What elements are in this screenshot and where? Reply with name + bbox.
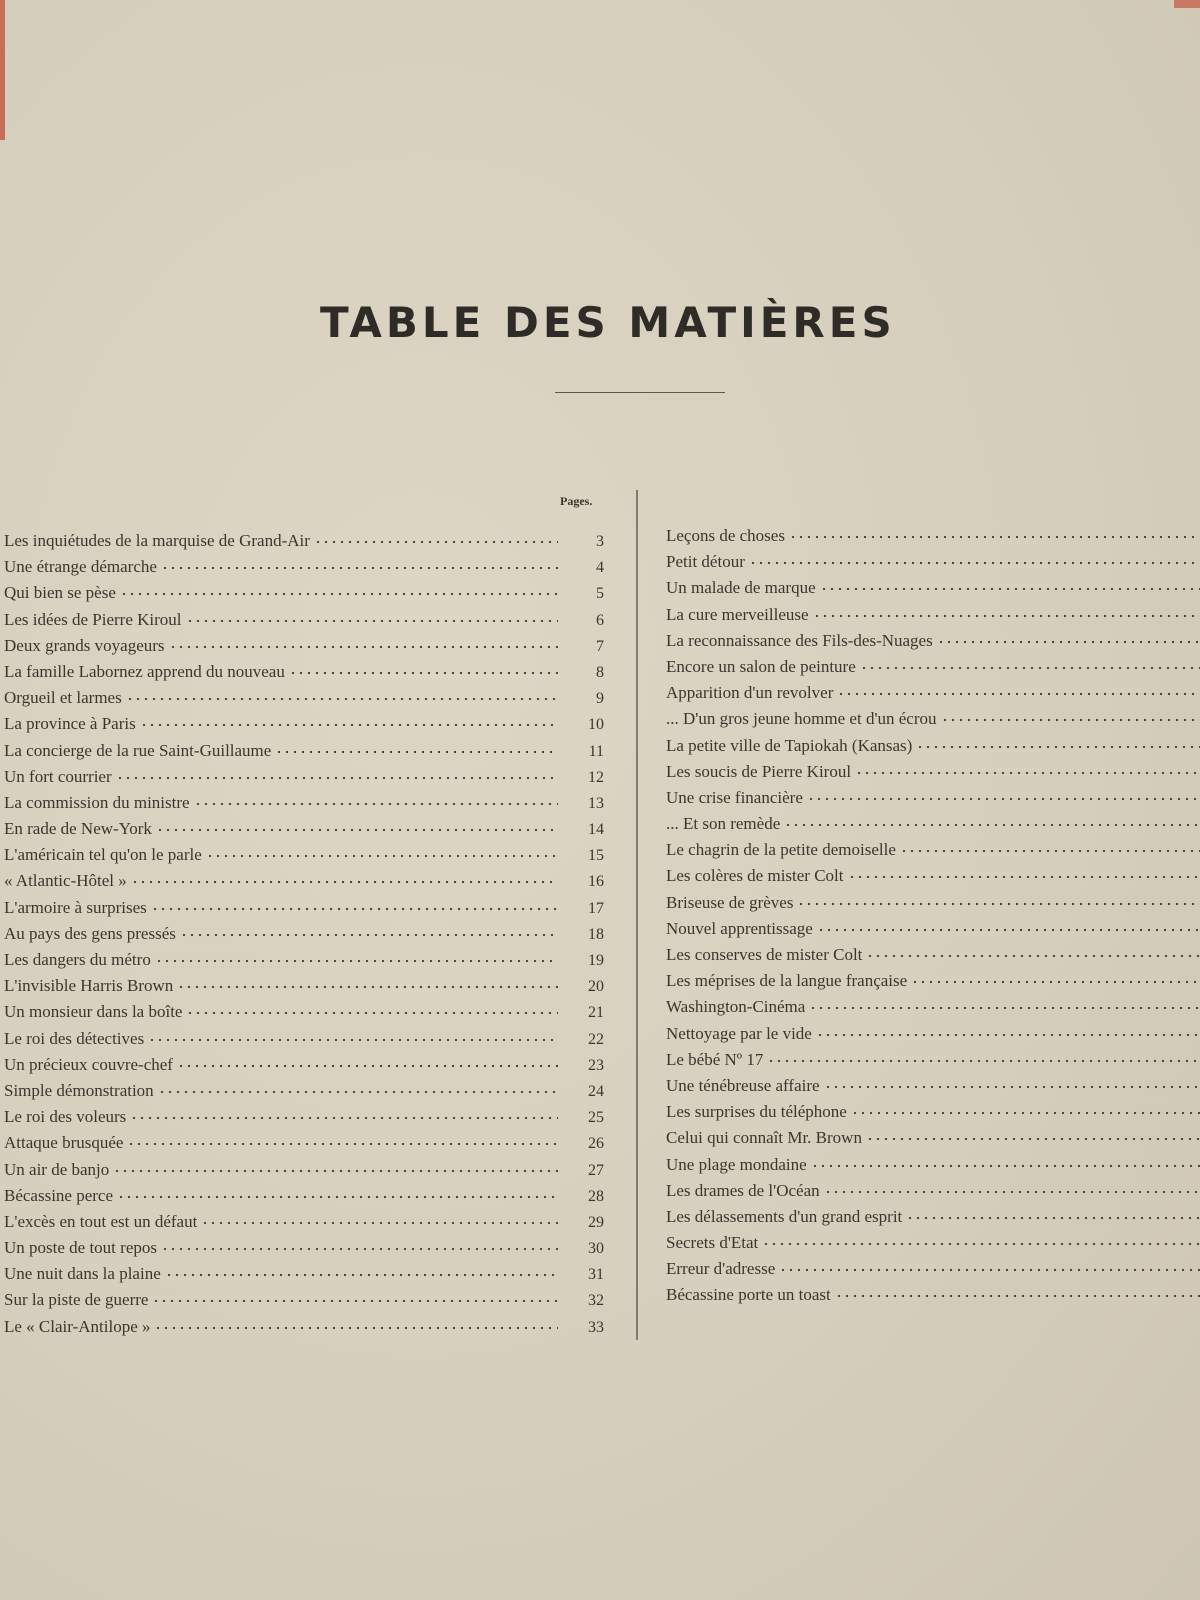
toc-entry — [666, 917, 1200, 943]
toc-entry — [4, 529, 604, 555]
toc-entry-page: 15 — [588, 847, 604, 865]
toc-entry — [4, 1236, 604, 1262]
toc-entry-title: Un monsieur dans la boîte — [4, 1002, 183, 1022]
toc-entry-title: Attaque brusquée — [4, 1133, 124, 1153]
toc-entry-page: 11 — [588, 742, 604, 760]
dot-leader — [151, 896, 558, 913]
toc-entry-title: Au pays des gens pressés — [4, 923, 176, 943]
toc-entry — [666, 1205, 1200, 1231]
toc-entry — [4, 1210, 604, 1236]
dot-leader — [154, 1315, 558, 1332]
dot-leader — [140, 712, 558, 729]
toc-entry-title: Un poste de tout repos — [4, 1238, 157, 1258]
column-divider — [636, 490, 638, 1340]
toc-entry-page: 6 — [596, 611, 604, 629]
toc-entry — [666, 1257, 1200, 1283]
toc-entry-title: Nouvel apprentissage — [666, 918, 813, 938]
toc-entry — [4, 843, 604, 869]
toc-entry-title: Les délassements d'un grand esprit — [666, 1206, 903, 1226]
toc-entry — [4, 1079, 604, 1105]
toc-entry-title: Les dangers du métro — [4, 950, 151, 969]
toc-entry-title: Une plage mondaine — [666, 1154, 807, 1174]
title-underline-rule — [555, 392, 725, 393]
toc-entry-page: 10 — [588, 716, 604, 734]
toc-entry — [4, 634, 604, 660]
toc-entry-title: Les inquiétudes de la marquise de Grand-Air — [4, 531, 310, 550]
dot-leader — [130, 1105, 558, 1122]
dot-leader — [779, 1257, 1200, 1274]
toc-entry-page: 7 — [596, 637, 604, 655]
toc-entry-title: Celui qui connaît Mr. Brown — [666, 1128, 862, 1148]
toc-entry-title: Les surprises du téléphone — [666, 1102, 847, 1122]
dot-leader — [916, 734, 1200, 751]
toc-entry-title: Une ténébreuse affaire — [666, 1075, 820, 1095]
toc-entry — [4, 1184, 604, 1210]
toc-entry-title: En rade de New-York — [4, 819, 152, 839]
toc-entry-title: Un air de banjo — [4, 1159, 110, 1179]
toc-entry-page: 14 — [588, 821, 604, 839]
toc-entry-title: Les idées de Pierre Kiroul — [4, 609, 182, 629]
toc-entry — [4, 1027, 604, 1053]
toc-entry — [666, 524, 1200, 550]
dot-leader — [314, 529, 558, 546]
toc-entry-title: Le chagrin de la petite demoiselle — [666, 840, 896, 860]
toc-entry-title: Bécassine porte un toast — [666, 1285, 831, 1305]
toc-entry-title: Qui bien se pèse — [4, 583, 116, 603]
toc-entry-title: Sur la piste de guerre — [4, 1290, 149, 1310]
toc-entry-title: Les colères de mister Colt — [666, 866, 844, 886]
toc-entry-page: 5 — [596, 585, 604, 603]
toc-entry — [666, 1022, 1200, 1048]
dot-leader — [855, 760, 1200, 777]
toc-entry — [666, 760, 1200, 786]
dot-leader — [824, 1074, 1200, 1091]
toc-entry — [4, 1315, 604, 1341]
dot-leader — [126, 686, 558, 703]
toc-entry — [666, 550, 1200, 576]
page-title: TABLE DES MATIÈRES — [320, 298, 896, 348]
toc-entry-title: Un malade de marque — [666, 578, 816, 598]
toc-entry-page: 9 — [596, 690, 604, 708]
dot-leader — [194, 791, 558, 808]
dot-leader — [155, 948, 558, 965]
toc-entry — [4, 765, 604, 791]
toc-entry-title: Orgueil et larmes — [4, 688, 122, 708]
toc-entry-page: 3 — [596, 533, 604, 550]
toc-entry — [666, 1100, 1200, 1126]
toc-entry-title: Le roi des voleurs — [4, 1107, 127, 1127]
dot-leader — [900, 838, 1200, 855]
dot-leader — [148, 1027, 558, 1044]
dot-leader — [820, 576, 1200, 593]
toc-entry-page: 13 — [588, 794, 604, 812]
toc-entry — [666, 1126, 1200, 1152]
dot-leader — [120, 581, 558, 598]
dot-leader — [816, 1022, 1200, 1039]
toc-entry — [4, 686, 604, 712]
dot-leader — [817, 917, 1200, 934]
dot-leader — [161, 555, 558, 572]
toc-entry-title: La concierge de la rue Saint-Guillaume — [4, 740, 272, 760]
toc-entry-title: Secrets d'Etat — [666, 1233, 759, 1253]
toc-entry-title: Les drames de l'Océan — [666, 1180, 820, 1200]
dot-leader — [289, 660, 558, 677]
toc-entry-title: Le roi des détectives — [4, 1028, 145, 1048]
toc-entry-title: L'armoire à surprises — [4, 897, 147, 917]
dot-leader — [177, 1053, 558, 1070]
toc-entry — [666, 629, 1200, 655]
dot-leader — [835, 1283, 1200, 1300]
toc-entry — [666, 891, 1200, 917]
toc-entry-title: La reconnaissance des Fils-des-Nuages — [666, 630, 933, 650]
dot-leader — [866, 943, 1200, 960]
toc-entry-page: 30 — [588, 1240, 604, 1258]
toc-entry — [666, 1179, 1200, 1205]
dot-leader — [117, 1184, 558, 1201]
toc-entry-title: Bécassine perce — [4, 1185, 114, 1205]
toc-entry — [4, 1158, 604, 1184]
toc-entry — [4, 712, 604, 738]
toc-entry — [666, 969, 1200, 995]
dot-leader — [275, 739, 558, 756]
toc-entry — [4, 922, 604, 948]
toc-entry — [666, 655, 1200, 681]
toc-entry-page: 4 — [596, 559, 604, 577]
toc-entry — [666, 995, 1200, 1021]
toc-entry — [4, 1105, 604, 1131]
toc-entry-title: L'américain tel qu'on le parle — [4, 845, 202, 865]
toc-entry-page: 28 — [588, 1187, 604, 1205]
toc-entry-title: Une nuit dans la plaine — [4, 1264, 161, 1284]
toc-entry-title: L'invisible Harris Brown — [4, 976, 174, 996]
toc-entry — [4, 1288, 604, 1314]
toc-entry-title: Un précieux couvre-chef — [4, 1054, 173, 1074]
dot-leader — [762, 1231, 1200, 1248]
toc-entry — [4, 948, 604, 974]
toc-entry — [666, 1231, 1200, 1257]
toc-entry-title: Une crise financière — [666, 787, 803, 807]
toc-entry-title: La cure merveilleuse — [666, 604, 809, 624]
dot-leader — [113, 1158, 558, 1175]
dot-leader — [837, 681, 1200, 698]
toc-entry-title: Le « Clair-Antilope » — [4, 1316, 151, 1336]
toc-right-column — [666, 524, 1200, 1310]
toc-entry-title: Les conserves de mister Colt — [666, 945, 863, 964]
toc-entry-title: L'excès en tout est un défaut — [4, 1211, 198, 1231]
toc-entry-page: 16 — [588, 873, 604, 891]
toc-entry-page: 22 — [588, 1030, 604, 1048]
toc-entry-title: ... Et son remède — [666, 814, 781, 834]
dot-leader — [169, 634, 558, 651]
toc-entry — [4, 896, 604, 922]
toc-entry-title: ... D'un gros jeune homme et d'un écrou — [666, 709, 937, 729]
dot-leader — [767, 1048, 1200, 1065]
toc-entry-title: Petit détour — [666, 552, 745, 572]
toc-entry — [4, 1053, 604, 1079]
pages-column-header: Pages. — [560, 494, 593, 508]
toc-entry — [666, 603, 1200, 629]
dot-leader — [784, 812, 1200, 829]
toc-entry-title: Nettoyage par le vide — [666, 1023, 812, 1043]
dot-leader — [807, 786, 1200, 803]
dot-leader — [797, 891, 1200, 908]
toc-entry-title: Apparition d'un revolver — [666, 683, 834, 703]
toc-entry — [4, 555, 604, 581]
toc-entry-title: Les soucis de Pierre Kiroul — [666, 761, 852, 781]
dot-leader — [201, 1210, 558, 1227]
toc-entry — [4, 869, 604, 895]
dot-leader — [911, 969, 1200, 986]
toc-entry — [666, 681, 1200, 707]
toc-entry-title: Le bébé Nº 17 — [666, 1049, 764, 1069]
dot-leader — [811, 1153, 1200, 1170]
toc-entry-title: Washington-Cinéma — [666, 997, 806, 1017]
toc-entry — [666, 1153, 1200, 1179]
toc-entry-title: Les méprises de la langue française — [666, 971, 908, 991]
dot-leader — [186, 608, 559, 625]
page-edge-red-left — [0, 0, 5, 140]
dot-leader — [937, 629, 1200, 646]
toc-entry — [4, 974, 604, 1000]
toc-left-column — [4, 529, 604, 1341]
toc-entry — [666, 1074, 1200, 1100]
toc-entry — [4, 791, 604, 817]
dot-leader — [152, 1288, 558, 1305]
dot-leader — [824, 1179, 1200, 1196]
toc-entry — [666, 943, 1200, 969]
toc-entry-title: Erreur d'adresse — [666, 1259, 776, 1279]
toc-entry — [666, 734, 1200, 760]
dot-leader — [158, 1079, 558, 1096]
toc-entry-title: La commission du ministre — [4, 792, 190, 812]
toc-entry-title: Deux grands voyageurs — [4, 635, 165, 655]
toc-entry — [666, 864, 1200, 890]
toc-entry-title: Encore un salon de peinture — [666, 656, 856, 676]
dot-leader — [851, 1100, 1200, 1117]
toc-entry-page: 20 — [588, 978, 604, 996]
dot-leader — [116, 765, 558, 782]
dot-leader — [941, 707, 1200, 724]
toc-entry — [4, 739, 604, 765]
toc-entry-page: 25 — [588, 1109, 604, 1127]
toc-entry — [666, 838, 1200, 864]
dot-leader — [906, 1205, 1200, 1222]
toc-entry-page: 26 — [588, 1135, 604, 1153]
toc-entry-title: La famille Labornez apprend du nouveau — [4, 661, 285, 681]
dot-leader — [789, 524, 1200, 541]
toc-entry-title: Une étrange démarche — [4, 557, 157, 577]
toc-entry-title: Un fort courrier — [4, 766, 112, 786]
toc-entry-page: 19 — [588, 952, 604, 969]
toc-entry — [4, 608, 604, 634]
toc-entry — [666, 1048, 1200, 1074]
toc-entry — [4, 1262, 604, 1288]
dot-leader — [809, 995, 1200, 1012]
dot-leader — [848, 864, 1200, 881]
toc-entry-title: La province à Paris — [4, 714, 136, 734]
dot-leader — [161, 1236, 558, 1253]
dot-leader — [866, 1126, 1200, 1143]
dot-leader — [165, 1262, 558, 1279]
toc-entry-page: 32 — [588, 1292, 604, 1310]
dot-leader — [749, 550, 1200, 567]
dot-leader — [813, 603, 1200, 620]
toc-entry — [4, 581, 604, 607]
toc-entry-title: Leçons de choses — [666, 526, 785, 545]
toc-entry — [4, 817, 604, 843]
dot-leader — [860, 655, 1200, 672]
toc-entry-page: 8 — [596, 663, 604, 681]
dot-leader — [156, 817, 558, 834]
dot-leader — [206, 843, 558, 860]
toc-entry-page: 12 — [588, 768, 604, 786]
toc-entry — [666, 786, 1200, 812]
toc-entry-page: 23 — [588, 1056, 604, 1074]
toc-entry-page: 27 — [588, 1161, 604, 1179]
dot-leader — [127, 1131, 558, 1148]
toc-entry — [666, 576, 1200, 602]
toc-entry-page: 18 — [588, 925, 604, 943]
toc-entry — [4, 660, 604, 686]
dot-leader — [180, 922, 558, 939]
dot-leader — [131, 869, 558, 886]
toc-entry — [666, 707, 1200, 733]
dot-leader — [177, 974, 558, 991]
toc-entry-title: La petite ville de Tapiokah (Kansas) — [666, 735, 913, 755]
toc-entry-page: 33 — [588, 1318, 604, 1336]
page-edge-red-right — [1174, 0, 1200, 8]
toc-entry-page: 31 — [588, 1266, 604, 1284]
toc-entry-page: 24 — [588, 1082, 604, 1100]
toc-entry-page: 17 — [588, 899, 604, 917]
toc-entry — [666, 812, 1200, 838]
toc-entry — [666, 1283, 1200, 1309]
toc-entry — [4, 1131, 604, 1157]
toc-entry-title: Simple démonstration — [4, 1080, 154, 1100]
toc-entry-title: « Atlantic-Hôtel » — [4, 871, 127, 891]
toc-entry-page: 21 — [588, 1004, 604, 1022]
toc-entry — [4, 1000, 604, 1026]
toc-entry-page: 29 — [588, 1213, 604, 1231]
toc-entry-title: Briseuse de grèves — [666, 892, 794, 912]
dot-leader — [186, 1000, 558, 1017]
